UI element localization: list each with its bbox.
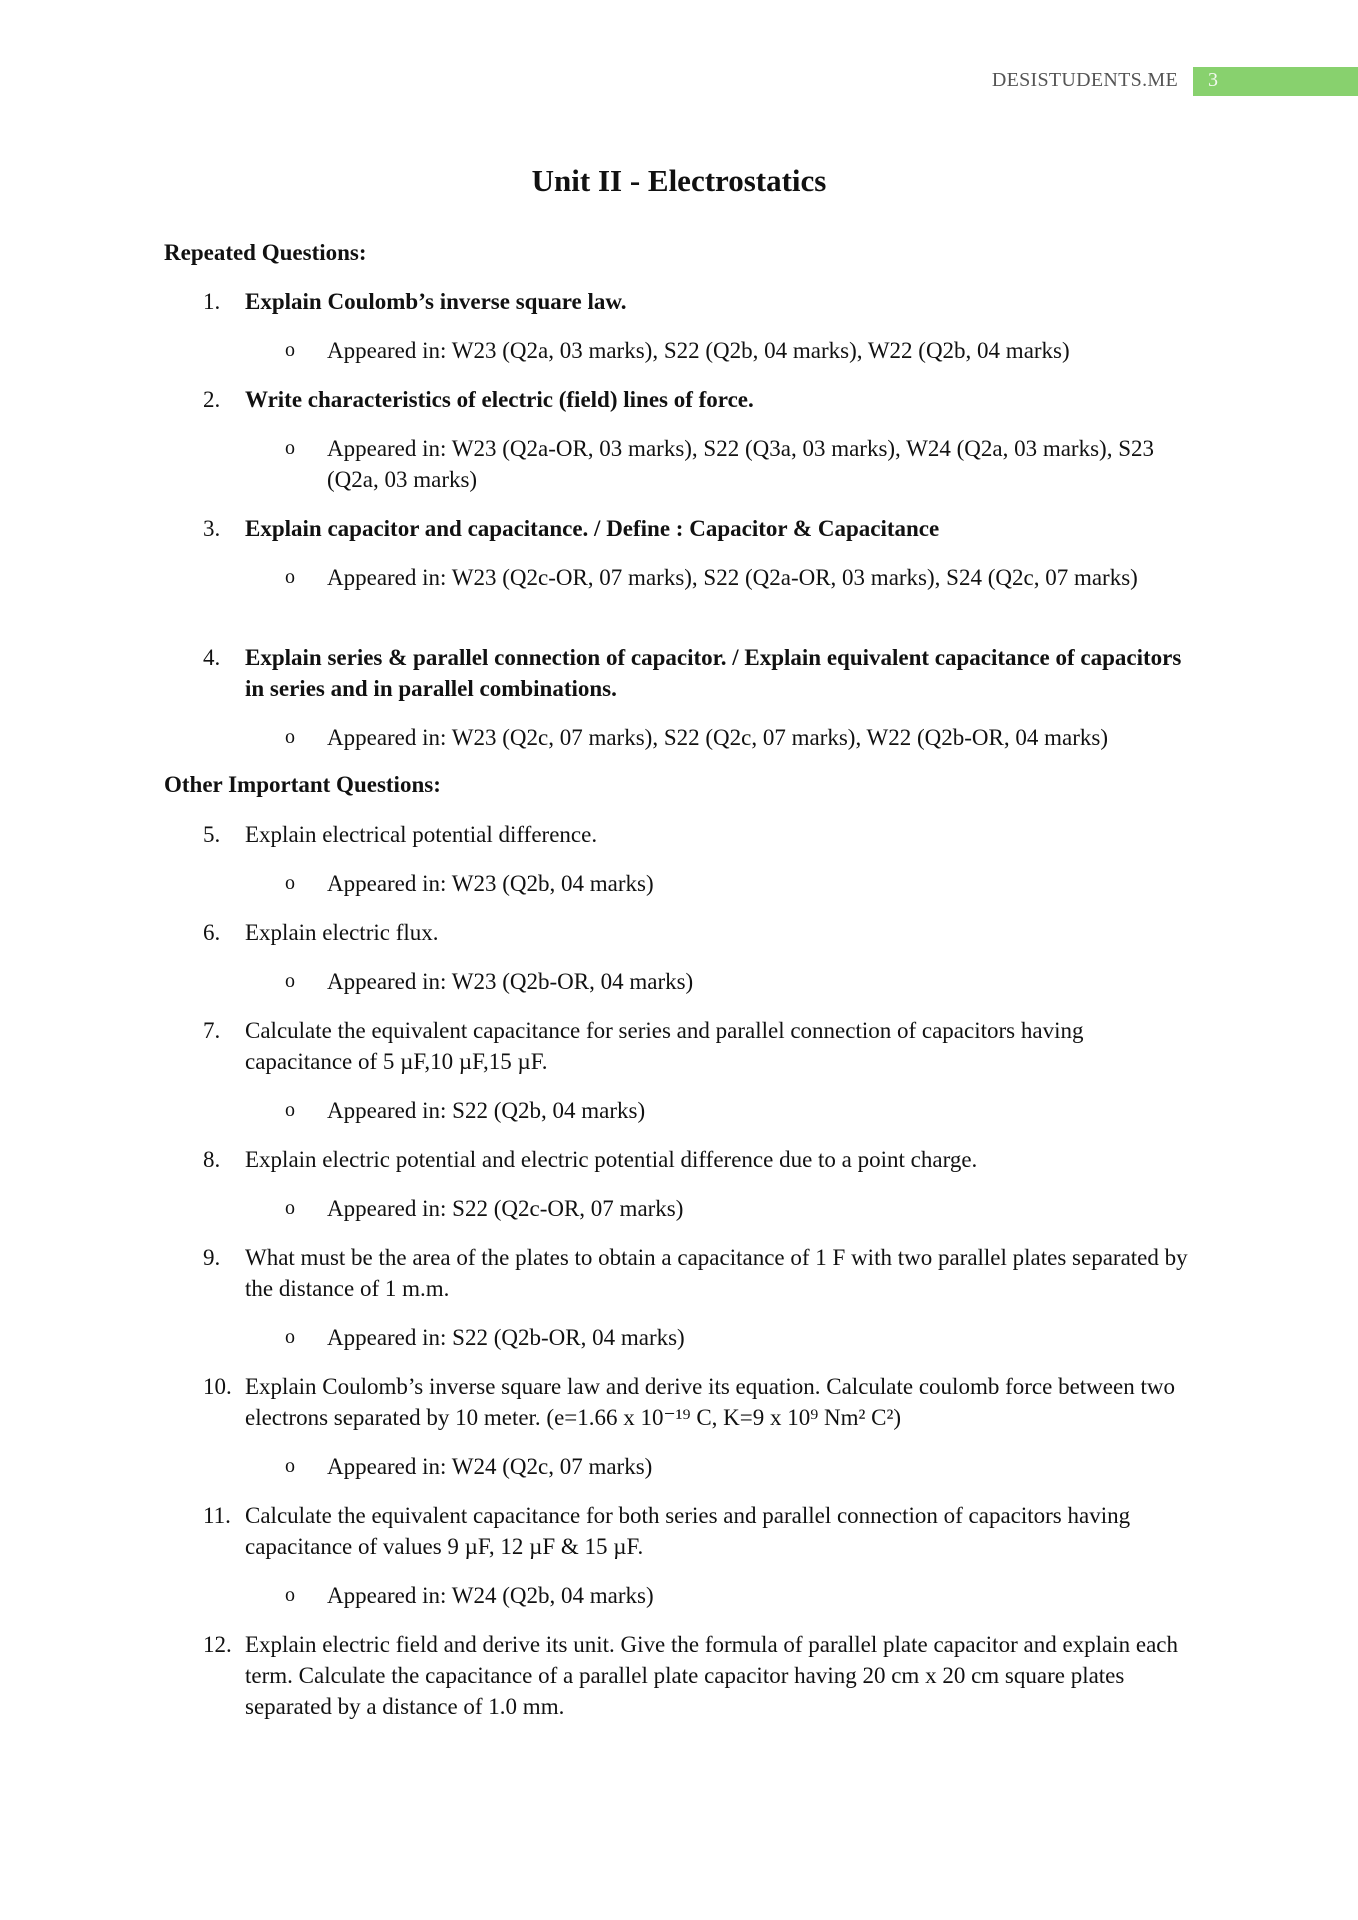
question-item: [203, 642, 1193, 704]
question-text: Explain electric flux.: [245, 920, 439, 945]
question-text: Explain series & parallel connection of capacitor. / Explain equivalent capacitance of capacitors in series and in parallel combinations.: [245, 645, 1182, 701]
bullet-icon: o: [285, 1099, 295, 1121]
question-text: Explain electric field and derive its unit. Give the formula of parallel plate capacitor and explain each term. Calculate the capacitance of a parallel plate capacitor having 20 cm x 20 cm square plates separated by a distance of 1.0 mm.: [245, 1632, 1179, 1719]
appeared-text: Appeared in: W23 (Q2a-OR, 03 marks), S22 (Q3a, 03 marks), W24 (Q2a, 03 marks), S23 (Q2a, 03 marks): [327, 436, 1154, 492]
appeared-item: [285, 1580, 1195, 1611]
page-header: [0, 67, 1358, 97]
bullet-icon: o: [285, 566, 295, 588]
appeared-text: Appeared in: S22 (Q2b, 04 marks): [327, 1098, 646, 1123]
question-item: [203, 1144, 1193, 1175]
question-item: [203, 1242, 1193, 1304]
question-item: [203, 1371, 1193, 1433]
question-text: Explain Coulomb’s inverse square law and derive its equation. Calculate coulomb force between two electrons separated by 10 meter. (e=1.66 x 10⁻¹⁹ C, K=9 x 10⁹ Nm² C²): [245, 1374, 1175, 1430]
page-title-text: Unit II - Electrostatics: [531, 163, 827, 198]
question-text: Calculate the equivalent capacitance for series and parallel connection of capacitors having capacitance of 5 µF,10 µF,15 µF.: [245, 1018, 1084, 1074]
question-number: 10.: [203, 1374, 232, 1399]
question-text: Explain electric potential and electric potential difference due to a point charge.: [245, 1147, 978, 1172]
bullet-icon: o: [285, 1584, 295, 1606]
question-text: Write characteristics of electric (field) lines of force.: [245, 387, 754, 412]
appeared-item: [285, 1322, 1195, 1353]
appeared-text: Appeared in: W23 (Q2b-OR, 04 marks): [327, 969, 694, 994]
appeared-item: [285, 1193, 1195, 1224]
question-text: Explain capacitor and capacitance. / Define : Capacitor & Capacitance: [245, 516, 940, 541]
bullet-icon: o: [285, 726, 295, 748]
question-text: Explain Coulomb’s inverse square law.: [245, 289, 627, 314]
question-item: [203, 1500, 1193, 1562]
bullet-icon: o: [285, 970, 295, 992]
question-item: [203, 917, 1193, 948]
page-number: 3: [1208, 69, 1218, 91]
appeared-item: [285, 868, 1195, 899]
question-text: Calculate the equivalent capacitance for both series and parallel connection of capacitors having capacitance of values 9 µF, 12 µF & 15 µF.: [245, 1503, 1131, 1559]
page-number-badge: [1193, 67, 1358, 96]
appeared-text: Appeared in: W23 (Q2c-OR, 07 marks), S22 (Q2a-OR, 03 marks), S24 (Q2c, 07 marks): [327, 565, 1138, 590]
appeared-text: Appeared in: W24 (Q2b, 04 marks): [327, 1583, 654, 1608]
question-number: 9.: [203, 1245, 221, 1270]
site-name: DESISTUDENTS.ME: [991, 69, 1178, 91]
question-item: [203, 819, 1193, 850]
section-heading-repeated: Repeated Questions:: [164, 240, 367, 265]
question-number: 11.: [203, 1503, 231, 1528]
question-number: 3.: [203, 516, 221, 541]
question-number: 1.: [203, 289, 221, 314]
question-item: [203, 384, 1193, 415]
question-item: [203, 286, 1193, 317]
appeared-text: Appeared in: W23 (Q2b, 04 marks): [327, 871, 654, 896]
question-text: Explain electrical potential difference.: [245, 822, 598, 847]
appeared-text: Appeared in: W24 (Q2c, 07 marks): [327, 1454, 653, 1479]
question-item: [203, 1629, 1193, 1722]
appeared-item: [285, 335, 1195, 366]
bullet-icon: o: [285, 1455, 295, 1477]
question-number: 7.: [203, 1018, 221, 1043]
appeared-item: [285, 433, 1195, 495]
appeared-item: [285, 966, 1195, 997]
question-item: [203, 1015, 1193, 1077]
question-number: 2.: [203, 387, 221, 412]
appeared-item: [285, 722, 1195, 753]
appeared-item: [285, 1095, 1195, 1126]
bullet-icon: o: [285, 437, 295, 459]
appeared-text: Appeared in: W23 (Q2c, 07 marks), S22 (Q2c, 07 marks), W22 (Q2b-OR, 04 marks): [327, 725, 1108, 750]
page-title: [0, 163, 1358, 199]
appeared-text: Appeared in: S22 (Q2c-OR, 07 marks): [327, 1196, 684, 1221]
appeared-item: [285, 1451, 1195, 1482]
bullet-icon: o: [285, 1197, 295, 1219]
question-number: 12.: [203, 1632, 232, 1657]
bullet-icon: o: [285, 1326, 295, 1348]
appeared-text: Appeared in: W23 (Q2a, 03 marks), S22 (Q2b, 04 marks), W22 (Q2b, 04 marks): [327, 338, 1070, 363]
question-number: 4.: [203, 645, 221, 670]
question-item: [203, 513, 1193, 544]
appeared-text: Appeared in: S22 (Q2b-OR, 04 marks): [327, 1325, 685, 1350]
appeared-item: [285, 562, 1195, 593]
question-text: What must be the area of the plates to obtain a capacitance of 1 F with two parallel plates separated by the distance of 1 m.m.: [245, 1245, 1188, 1301]
question-number: 8.: [203, 1147, 221, 1172]
bullet-icon: o: [285, 872, 295, 894]
question-number: 6.: [203, 920, 221, 945]
question-number: 5.: [203, 822, 221, 847]
section-heading-other: Other Important Questions:: [164, 772, 441, 797]
bullet-icon: o: [285, 339, 295, 361]
